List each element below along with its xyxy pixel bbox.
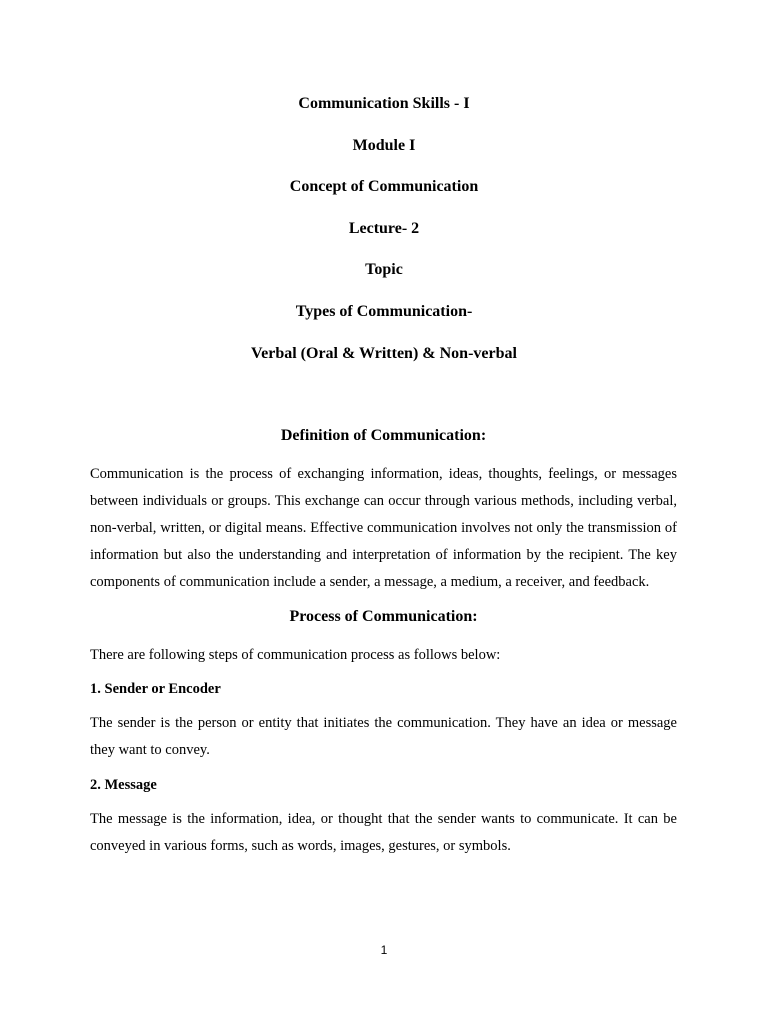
topic-subtitle: Verbal (Oral & Written) & Non-verbal <box>251 344 517 362</box>
process-intro: There are following steps of communication process as follows below: <box>90 646 501 663</box>
process-heading: Process of Communication: <box>289 607 478 625</box>
title-block <box>0 90 768 381</box>
step-text-message: The message is the information, idea, or thought that the sender wants to communicate. It can be conveyed in various forms, such as words, images, gestures, or symbols. <box>90 811 677 855</box>
topic-title: Types of Communication- <box>295 302 473 320</box>
document-content <box>90 423 677 868</box>
concept-title: Concept of Communication <box>289 178 479 196</box>
course-title: Communication Skills - I <box>298 95 470 112</box>
definition-paragraph: Communication is the process of exchanging information, ideas, thoughts, feelings, or messages between individuals or groups. This exchange can occur through various methods, including verbal, non-verbal, written, or digital means. Effective communication involves not only the transmission of information but also the understanding and interpretation of information by the recipient. The key components of communication include a sender, a message, a medium, a receiver, and feedback. <box>90 466 677 590</box>
page-number: 1 <box>380 943 388 957</box>
step-heading-message: 2. Message <box>90 777 157 794</box>
module-title: Module I <box>352 136 416 154</box>
step-heading-sender: 1. Sender or Encoder <box>90 681 221 698</box>
topic-label: Topic <box>365 261 403 279</box>
lecture-title: Lecture- 2 <box>348 219 420 237</box>
definition-heading: Definition of Communication: <box>280 427 487 444</box>
step-text-sender: The sender is the person or entity that initiates the communication. They have an idea or message they want to convey. <box>90 715 677 759</box>
